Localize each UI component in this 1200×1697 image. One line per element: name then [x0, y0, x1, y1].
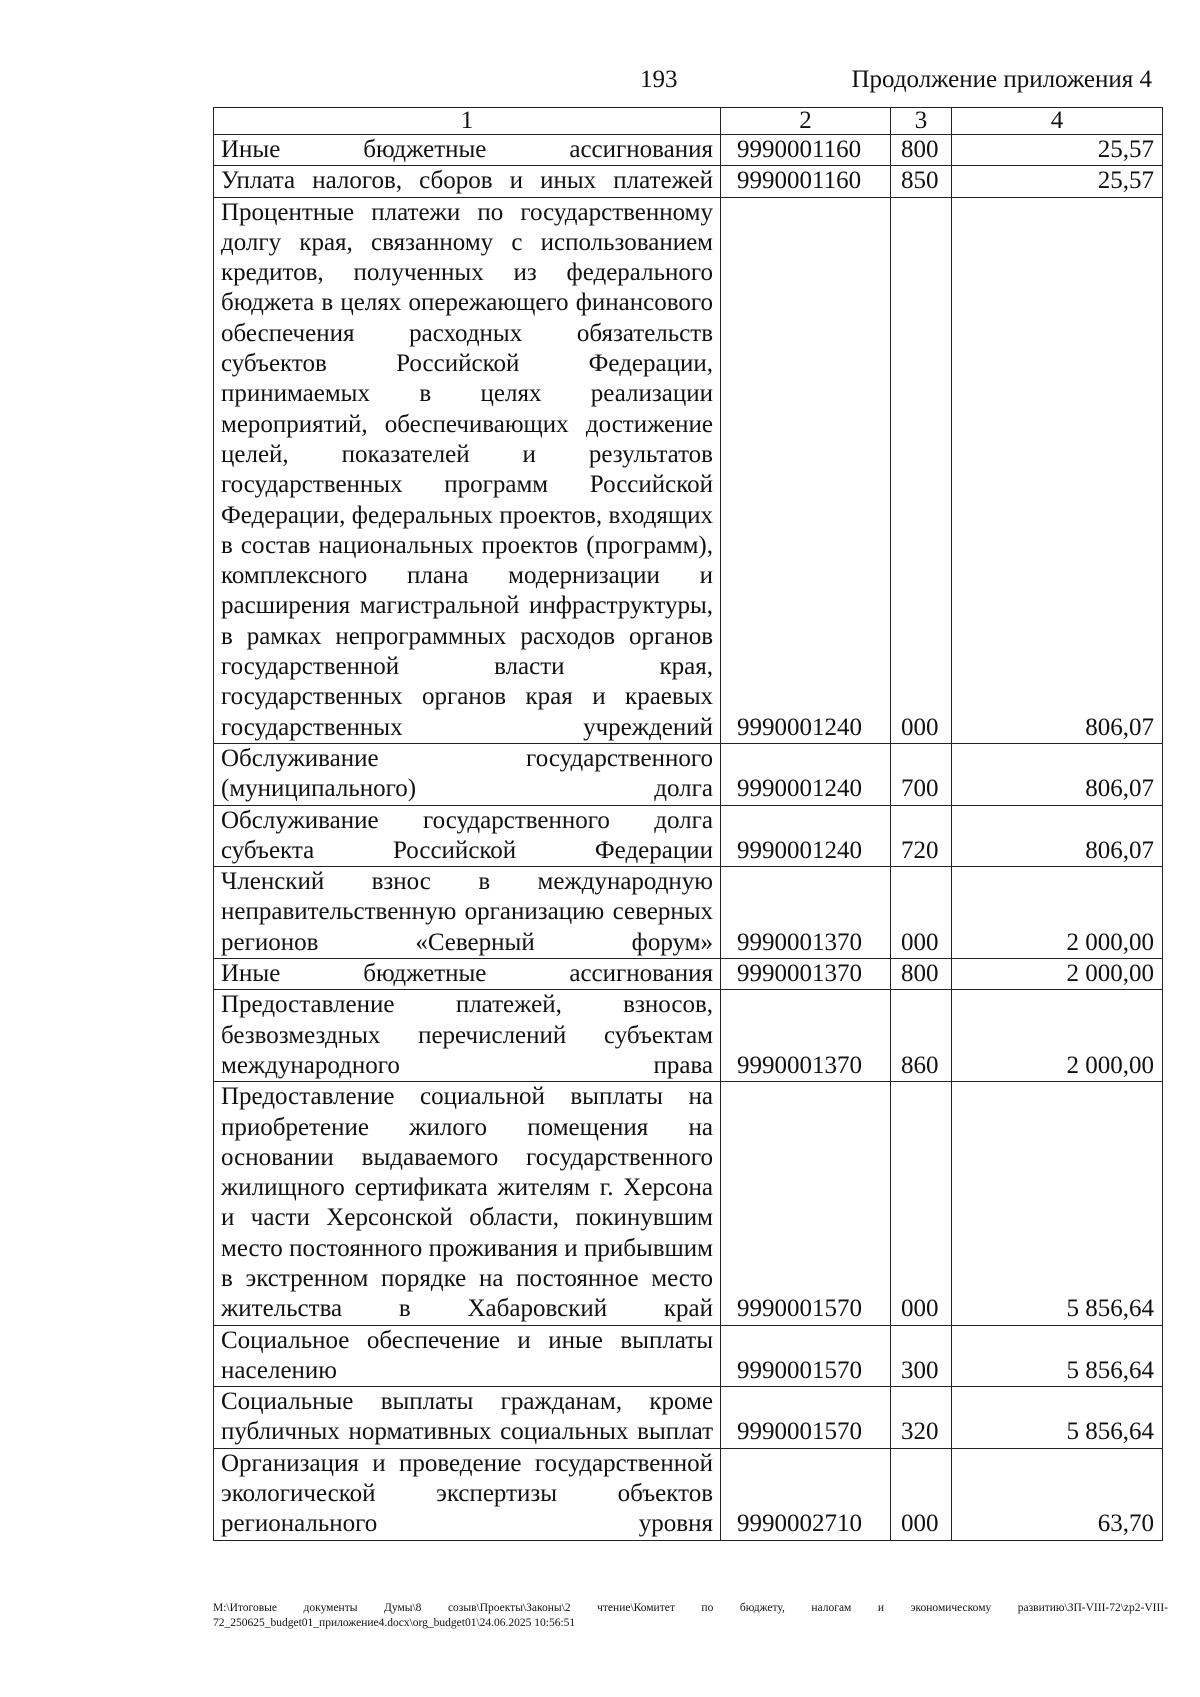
row-amount-cell: 806,07	[952, 197, 1163, 743]
row-amount-cell: 2 000,00	[952, 959, 1163, 990]
row-amount-cell: 25,57	[952, 135, 1163, 166]
row-name-cell: Иные бюджетные ассигнования	[214, 959, 721, 990]
row-amount-cell: 5 856,64	[952, 1082, 1163, 1325]
appendix-continuation-label: Продолжение приложения 4	[851, 66, 1152, 93]
table-row	[214, 867, 1163, 959]
table-row	[214, 1387, 1163, 1449]
row-name-cell: Членский взнос в международную неправительственную организацию северных регионов «Северный форум»	[214, 867, 721, 959]
row-code-cell: 9990002710	[721, 1448, 891, 1540]
row-amount-cell: 63,70	[952, 1448, 1163, 1540]
page-number: 193	[640, 66, 678, 93]
table-row	[214, 197, 1163, 743]
row-name-cell: Организация и проведение государственной экологической экспертизы объектов регионального уровня	[214, 1448, 721, 1540]
row-type-cell: 320	[891, 1387, 952, 1449]
row-amount-cell: 2 000,00	[952, 867, 1163, 959]
row-name-cell: Социальное обеспечение и иные выплаты населению	[214, 1325, 721, 1387]
row-code-cell: 9990001240	[721, 805, 891, 867]
row-code-cell: 9990001160	[721, 166, 891, 197]
row-amount-cell: 806,07	[952, 743, 1163, 805]
column-header-2: 2	[721, 108, 891, 135]
row-code-cell: 9990001370	[721, 990, 891, 1082]
row-type-cell: 800	[891, 959, 952, 990]
row-code-cell: 9990001570	[721, 1082, 891, 1325]
row-name-cell: Обслуживание государственного (муниципального) долга	[214, 743, 721, 805]
row-type-cell: 850	[891, 166, 952, 197]
row-type-cell: 720	[891, 805, 952, 867]
row-code-cell: 9990001160	[721, 135, 891, 166]
document-file-path: M:\Итоговые документы Думы\8 созыв\Проекты\Законы\2 чтение\Комитет по бюджету, налогам и экономическому развитию\ЗП-VIII-72\zp2-VIII-72_250625_budget01_приложение4.docx\org_budget01\24.06.2025 10:56:51	[213, 1602, 1168, 1629]
row-type-cell: 000	[891, 197, 952, 743]
row-amount-cell: 25,57	[952, 166, 1163, 197]
column-header-4: 4	[952, 108, 1163, 135]
table-row	[214, 959, 1163, 990]
row-name-cell: Предоставление платежей, взносов, безвозмездных перечислений субъектам международного права	[214, 990, 721, 1082]
table-row	[214, 1082, 1163, 1325]
row-type-cell: 000	[891, 1448, 952, 1540]
row-code-cell: 9990001570	[721, 1325, 891, 1387]
row-amount-cell: 2 000,00	[952, 990, 1163, 1082]
row-amount-cell: 5 856,64	[952, 1387, 1163, 1449]
row-name-cell: Социальные выплаты гражданам, кроме публичных нормативных социальных выплат	[214, 1387, 721, 1449]
row-amount-cell: 806,07	[952, 805, 1163, 867]
row-name-cell: Уплата налогов, сборов и иных платежей	[214, 166, 721, 197]
table-row	[214, 743, 1163, 805]
row-name-cell: Процентные платежи по государственному долгу края, связанному с использованием кредитов, полученных из федерального бюджета в целях опережающего финансового обеспечения расходных обязательств субъектов Российской Федерации, принимаемых в целях реализации мероприятий, обеспечивающих достижение целей, показателей и результатов государственных программ Российской Федерации, федеральных проектов, входящих в состав национальных проектов (программ), комплексного плана модернизации и расширения магистральной инфраструктуры, в рамках непрограммных расходов органов государственной власти края, государственных органов края и краевых государственных учреждений	[214, 197, 721, 743]
row-name-cell: Обслуживание государственного долга субъекта Российской Федерации	[214, 805, 721, 867]
column-header-1: 1	[214, 108, 721, 135]
row-type-cell: 000	[891, 1082, 952, 1325]
table-row	[214, 1448, 1163, 1540]
row-type-cell: 800	[891, 135, 952, 166]
budget-table	[213, 107, 1163, 1541]
row-type-cell: 860	[891, 990, 952, 1082]
table-row	[214, 805, 1163, 867]
table-row	[214, 135, 1163, 166]
row-name-cell: Предоставление социальной выплаты на приобретение жилого помещения на основании выдаваемого государственного жилищного сертификата жителям г. Херсона и части Херсонской области, покинувшим место постоянного проживания и прибывшим в экстренном порядке на постоянное место жительства в Хабаровский край	[214, 1082, 721, 1325]
row-code-cell: 9990001370	[721, 959, 891, 990]
row-code-cell: 9990001570	[721, 1387, 891, 1449]
column-header-3: 3	[891, 108, 952, 135]
row-code-cell: 9990001370	[721, 867, 891, 959]
column-number-row	[214, 108, 1163, 135]
row-name-cell: Иные бюджетные ассигнования	[214, 135, 721, 166]
row-type-cell: 000	[891, 867, 952, 959]
table-row	[214, 990, 1163, 1082]
row-code-cell: 9990001240	[721, 197, 891, 743]
budget-table-body	[214, 108, 1163, 1541]
row-type-cell: 300	[891, 1325, 952, 1387]
row-type-cell: 700	[891, 743, 952, 805]
row-code-cell: 9990001240	[721, 743, 891, 805]
table-row	[214, 1325, 1163, 1387]
table-row	[214, 166, 1163, 197]
row-amount-cell: 5 856,64	[952, 1325, 1163, 1387]
